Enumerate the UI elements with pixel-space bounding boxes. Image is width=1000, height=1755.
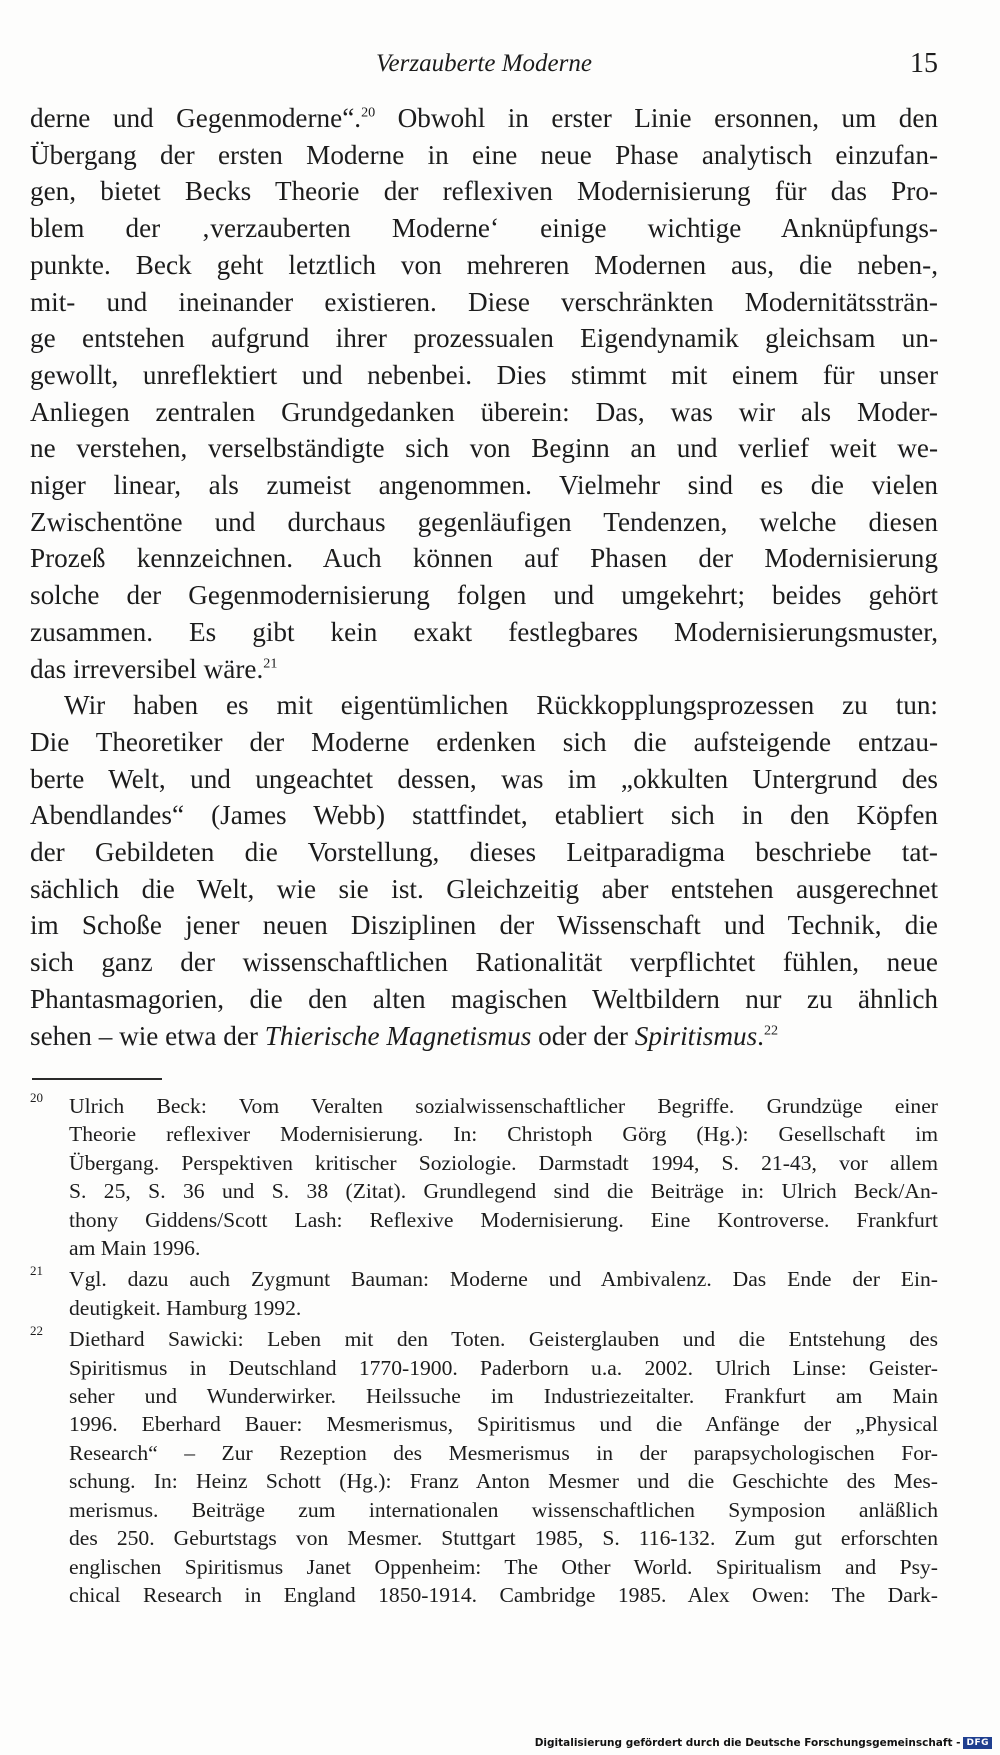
- text-line: sehen – wie etwa der Thierische Magnetismus oder der Spiritismus.$^{22}$: [30, 1020, 779, 1051]
- text-line: niger linear, als zumeist angenommen. Vielmehr sind es die vielen: [30, 470, 938, 501]
- text-line: Prozeß kennzeichnen. Auch können auf Phasen der Modernisierung: [30, 543, 938, 574]
- page-number: 15: [910, 48, 938, 79]
- footnote-line: Vgl. dazu auch Zygmunt Bauman: Moderne und Ambivalenz. Das Ende der Ein-: [69, 1267, 938, 1292]
- footnote-line: Spiritismus in Deutschland 1770-1900. Paderborn u.a. 2002. Ulrich Linse: Geister-: [69, 1355, 938, 1380]
- emphasis-spiritismus: Spiritismus: [634, 1020, 758, 1051]
- text-line: zusammen. Es gibt kein exakt festlegbares Modernisierungsmuster,: [30, 616, 938, 647]
- footnote-line: Research“ – Zur Rezeption des Mesmerismus in der parapsychologischen For-: [69, 1440, 938, 1465]
- text-line: sich ganz der wissenschaftlichen Rationalität verpflichtet fühlen, neue: [30, 947, 938, 978]
- footnote-line: Diethard Sawicki: Leben mit den Toten. Geisterglauben und die Entstehung des: [69, 1327, 938, 1352]
- text-line: Abendlandes“ (James Webb) stattfindet, etabliert sich in den Köpfen: [30, 800, 938, 831]
- text-line: im Schoße jener neuen Disziplinen der Wissenschaft und Technik, die: [30, 910, 938, 941]
- text-line: mit- und ineinander existieren. Diese verschränkten Modernitätssträn-: [30, 286, 938, 317]
- text-line: Phantasmagorien, die den alten magischen Weltbildern nur zu ähnlich: [30, 983, 938, 1014]
- footnote-21: [30, 1265, 938, 1322]
- text-line: ge entstehen aufgrund ihrer prozessualen Eigendynamik gleichsam un-: [30, 323, 938, 354]
- credit-text: Digitalisierung gefördert durch die Deutsche Forschungsgemeinschaft -: [534, 1737, 961, 1749]
- footnote-ref-22[interactable]: 22: [763, 1021, 779, 1038]
- footnote-line: thony Giddens/Scott Lash: Reflexive Modernisierung. Eine Kontroverse. Frankfurt: [69, 1207, 938, 1232]
- footnote-line: S. 25, S. 36 und S. 38 (Zitat). Grundlegend sind die Beiträge in: Ulrich Beck/An-: [69, 1179, 938, 1204]
- footnote-mark: 22: [30, 1323, 43, 1339]
- main-text: [30, 100, 938, 1054]
- text-line: der Gebildeten die Vorstellung, dieses Leitparadigma beschriebe tat-: [30, 837, 938, 868]
- footnote-line: Übergang. Perspektiven kritischer Soziologie. Darmstadt 1994, S. 21-43, vor allem: [69, 1150, 938, 1175]
- running-head-title: Verzauberte Moderne: [376, 50, 592, 77]
- text-line: das irreversibel wäre.$^{21}$: [30, 653, 278, 684]
- text-line: gewollt, unreflektiert und nebenbei. Dies stimmt mit einem für unser: [30, 359, 938, 390]
- footnote-separator: [32, 1078, 162, 1080]
- text-line: blem der ‚verzauberten Moderne‘ einige wichtige Anknüpfungs-: [30, 213, 938, 244]
- text-line: ne verstehen, verselbständigte sich von Beginn an und verlief weit we-: [30, 433, 938, 464]
- text-line: Anliegen zentralen Grundgedanken überein: Das, was wir als Moder-: [30, 396, 938, 427]
- footnote-mark: 20: [30, 1090, 43, 1105]
- footnote-22: [30, 1325, 938, 1609]
- footnotes: [30, 1092, 938, 1612]
- text-line: Zwischentöne und durchaus gegenläufigen Tendenzen, welche diesen: [30, 506, 938, 537]
- footnote-line: 1996. Eberhard Bauer: Mesmerismus, Spiritismus und die Anfänge der „Physical: [69, 1412, 938, 1437]
- footnote-20: [30, 1092, 938, 1262]
- emphasis-thierische-magnetismus: Thierische Magnetismus: [264, 1020, 532, 1051]
- footnote-line: chical Research in England 1850-1914. Cambridge 1985. Alex Owen: The Dark-: [69, 1582, 938, 1607]
- footnote-line: des 250. Geburtstags von Mesmer. Stuttgart 1985, S. 116-132. Zum gut erforschten: [69, 1526, 938, 1551]
- text-line: derne und Gegenmoderne“.$^{20}$ Obwohl in erster Linie ersonnen, um den: [30, 103, 939, 133]
- footnote-line: deutigkeit. Hamburg 1992.: [69, 1295, 302, 1320]
- dfg-logo-icon: DFG: [963, 1737, 992, 1749]
- text-line: Übergang der ersten Moderne in eine neue Phase analytisch einzufan-: [30, 139, 938, 170]
- footnote-ref-20[interactable]: 20: [361, 104, 376, 121]
- paragraph-1: [30, 100, 938, 687]
- footnote-mark: 21: [30, 1263, 43, 1279]
- digitization-credit: [535, 1737, 992, 1749]
- footnote-line: am Main 1996.: [69, 1236, 201, 1261]
- footnote-line: merismus. Beiträge zum internationalen wissenschaftlichen Symposion anläßlich: [69, 1497, 938, 1522]
- footnote-line: Ulrich Beck: Vom Veralten sozialwissenschaftlicher Begriffe. Grundzüge einer: [69, 1094, 938, 1118]
- footnote-line: schung. In: Heinz Schott (Hg.): Franz Anton Mesmer und die Geschichte des Mes-: [69, 1469, 938, 1494]
- text-line: solche der Gegenmodernisierung folgen und umgekehrt; beides gehört: [30, 580, 938, 611]
- text-line: sächlich die Welt, wie sie ist. Gleichzeitig aber entstehen ausgerechnet: [30, 873, 938, 904]
- text-line: gen, bietet Becks Theorie der reflexiven Modernisierung für das Pro-: [30, 176, 938, 207]
- running-head: [30, 50, 938, 90]
- footnote-ref-21[interactable]: 21: [263, 654, 278, 671]
- text-line: Wir haben es mit eigentümlichen Rückkopplungsprozessen zu tun:: [64, 690, 938, 721]
- footnote-line: seher und Wunderwirker. Heilssuche im Industriezeitalter. Frankfurt am Main: [69, 1384, 938, 1409]
- text-line: punkte. Beck geht letztlich von mehreren Modernen aus, die neben-,: [30, 249, 938, 280]
- paragraph-2: [30, 687, 938, 1054]
- text-line: Die Theoretiker der Moderne erdenken sich die aufsteigende entzau-: [30, 726, 938, 757]
- footnote-line: Theorie reflexiver Modernisierung. In: Christoph Görg (Hg.): Gesellschaft im: [69, 1122, 938, 1147]
- text-line: berte Welt, und ungeachtet dessen, was im „okkulten Untergrund des: [30, 763, 938, 794]
- footnote-line: englischen Spiritismus Janet Oppenheim: The Other World. Spiritualism and Psy-: [69, 1554, 938, 1579]
